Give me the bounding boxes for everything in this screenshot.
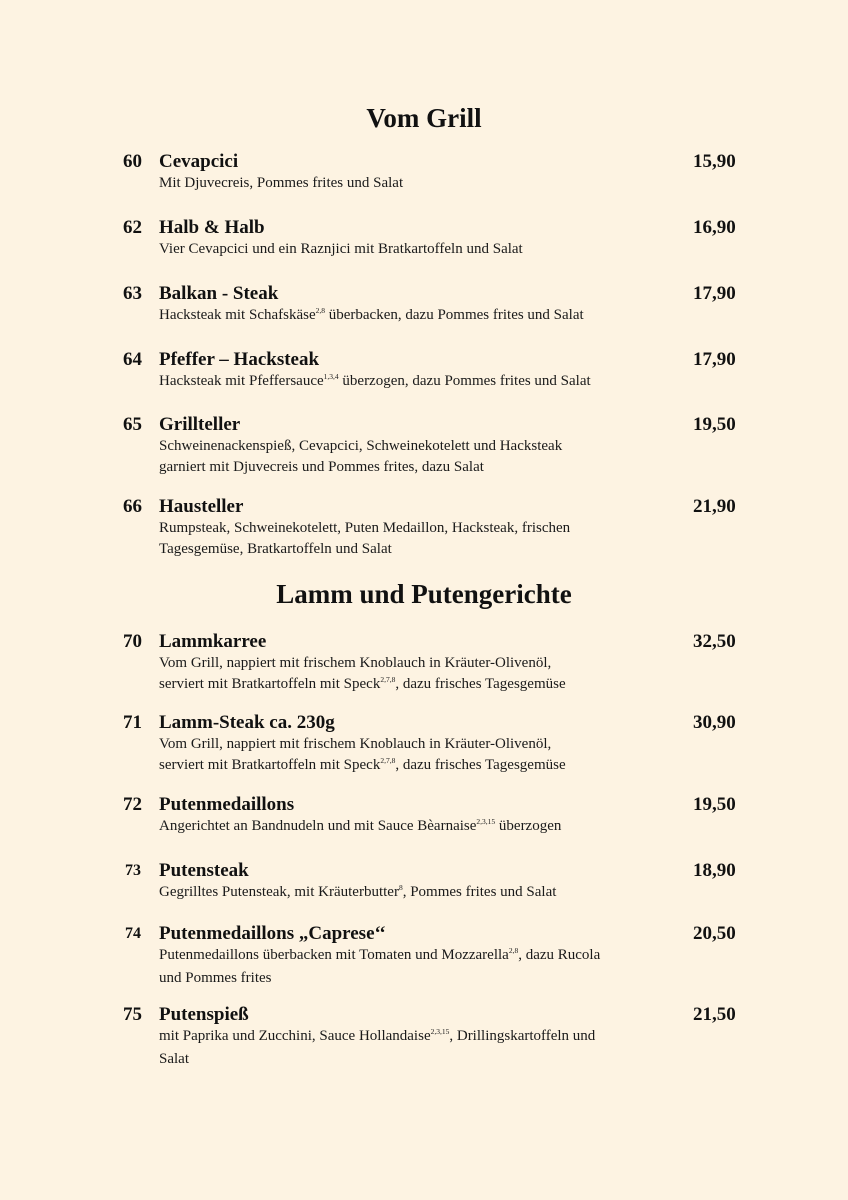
- description-text: Angerichtet an Bandnudeln und mit Sauce Bèarnaise: [159, 818, 477, 834]
- item-number: 70: [123, 631, 142, 652]
- item-price: 21,50: [693, 1004, 736, 1025]
- item-description: [159, 371, 679, 394]
- item-description: [159, 173, 679, 194]
- item-name: Putensteak: [159, 860, 249, 881]
- item-name: Lamm-Steak ca. 230g: [159, 712, 335, 733]
- description-text: Hacksteak mit Schafskäse: [159, 307, 316, 323]
- item-name: Cevapcici: [159, 151, 239, 172]
- item-description: [159, 305, 679, 328]
- description-text: überzogen: [495, 818, 562, 834]
- item-name: Putenspieß: [159, 1004, 249, 1025]
- item-name: Putenmedaillons: [159, 794, 295, 815]
- item-price: 19,50: [693, 794, 736, 815]
- description-line: [159, 371, 679, 394]
- item-number: 71: [123, 712, 142, 733]
- description-text: Hacksteak mit Pfeffersauce: [159, 373, 324, 389]
- description-line: [159, 518, 679, 539]
- description-line: [159, 674, 679, 697]
- section-title-lamm-und-putengerichte: Lamm und Putengerichte: [276, 579, 572, 609]
- item-price: 17,90: [693, 349, 736, 370]
- description-line: [159, 968, 679, 989]
- description-line: [159, 734, 679, 755]
- description-text: , dazu frisches Tagesgemüse: [395, 675, 566, 692]
- description-line: [159, 305, 679, 328]
- description-text: , Pommes frites und Salat: [402, 884, 557, 900]
- description-line: [159, 882, 679, 905]
- description-text: , dazu frisches Tagesgemüse: [395, 756, 566, 773]
- item-number: 63: [123, 283, 142, 304]
- allergen-note: 2,8: [315, 306, 325, 315]
- item-price: 20,50: [693, 923, 736, 944]
- description-line: [159, 653, 679, 674]
- item-name: Putenmedaillons „Caprese‘‘: [159, 923, 386, 944]
- item-number: 62: [123, 217, 142, 238]
- description-text: Vom Grill, nappiert mit frischem Knoblauch in Kräuter-Olivenöl,: [159, 736, 552, 752]
- description-line: [159, 239, 679, 260]
- item-name: Balkan - Steak: [159, 283, 279, 304]
- item-price: 21,90: [693, 496, 736, 517]
- description-text: , dazu Rucola: [518, 947, 601, 963]
- allergen-note: 8: [398, 883, 403, 892]
- item-name: Hausteller: [159, 496, 244, 517]
- item-name: Lammkarree: [159, 631, 267, 652]
- item-description: [159, 653, 679, 696]
- item-name: Pfeffer – Hacksteak: [159, 349, 320, 370]
- item-number: 75: [123, 1004, 142, 1025]
- description-text: Salat: [159, 1050, 189, 1067]
- item-description: [159, 1026, 679, 1069]
- description-text: Mit Djuvecreis, Pommes frites und Salat: [159, 175, 404, 191]
- description-text: Tagesgemüse, Bratkartoffeln und Salat: [159, 540, 392, 557]
- item-price: 30,90: [693, 712, 736, 733]
- item-number: 60: [123, 151, 142, 172]
- allergen-note: 1,3,4: [323, 372, 339, 381]
- description-text: Schweinenackenspieß, Cevapcici, Schweinekotelett und Hacksteak: [159, 438, 563, 454]
- allergen-note: 2,3,15: [476, 817, 496, 826]
- item-price: 17,90: [693, 283, 736, 304]
- item-name: Halb & Halb: [159, 217, 265, 238]
- description-text: , Drillingskartoffeln und: [449, 1028, 596, 1044]
- description-line: [159, 816, 679, 839]
- item-price: 16,90: [693, 217, 736, 238]
- description-text: Rumpsteak, Schweinekotelett, Puten Medaillon, Hacksteak, frischen: [159, 520, 571, 536]
- description-text: und Pommes frites: [159, 969, 272, 986]
- description-line: [159, 755, 679, 778]
- item-description: [159, 239, 679, 260]
- item-price: 15,90: [693, 151, 736, 172]
- description-text: Gegrilltes Putensteak, mit Kräuterbutter: [159, 884, 399, 900]
- description-text: mit Paprika und Zucchini, Sauce Hollandaise: [159, 1028, 431, 1044]
- description-line: [159, 457, 679, 478]
- description-line: [159, 945, 679, 968]
- allergen-note: 2,8: [508, 946, 519, 955]
- description-text: Vier Cevapcici und ein Raznjici mit Bratkartoffeln und Salat: [159, 241, 523, 257]
- item-description: [159, 882, 679, 905]
- item-price: 18,90: [693, 860, 736, 881]
- description-text: überzogen, dazu Pommes frites und Salat: [338, 373, 591, 389]
- description-line: [159, 539, 679, 560]
- description-line: [159, 436, 679, 457]
- item-number: 64: [123, 349, 142, 370]
- description-line: [159, 1049, 679, 1070]
- item-number: 72: [123, 794, 142, 815]
- description-line: [159, 1026, 679, 1049]
- description-text: überbacken, dazu Pommes frites und Salat: [325, 307, 584, 323]
- item-number: 73: [125, 862, 141, 879]
- item-description: [159, 518, 679, 559]
- allergen-note: 2,3,15: [430, 1027, 450, 1036]
- item-number: 66: [123, 496, 142, 517]
- description-text: Vom Grill, nappiert mit frischem Knoblauch in Kräuter-Olivenöl,: [159, 655, 552, 671]
- description-text: serviert mit Bratkartoffeln mit Speck: [159, 675, 381, 692]
- item-price: 32,50: [693, 631, 736, 652]
- description-line: [159, 173, 679, 194]
- allergen-note: 2,7,8: [380, 755, 396, 765]
- description-text: garniert mit Djuvecreis und Pommes frites, dazu Salat: [159, 458, 484, 475]
- description-text: serviert mit Bratkartoffeln mit Speck: [159, 756, 381, 773]
- item-name: Grillteller: [159, 414, 241, 435]
- section-title-vom-grill: Vom Grill: [366, 103, 482, 133]
- item-description: [159, 734, 679, 777]
- item-number: 65: [123, 414, 142, 435]
- allergen-note: 2,7,8: [380, 674, 396, 684]
- item-description: [159, 945, 679, 988]
- description-text: Putenmedaillons überbacken mit Tomaten und Mozzarella: [159, 947, 509, 963]
- item-number: 74: [125, 925, 141, 942]
- item-description: [159, 816, 679, 839]
- item-price: 19,50: [693, 414, 736, 435]
- item-description: [159, 436, 679, 477]
